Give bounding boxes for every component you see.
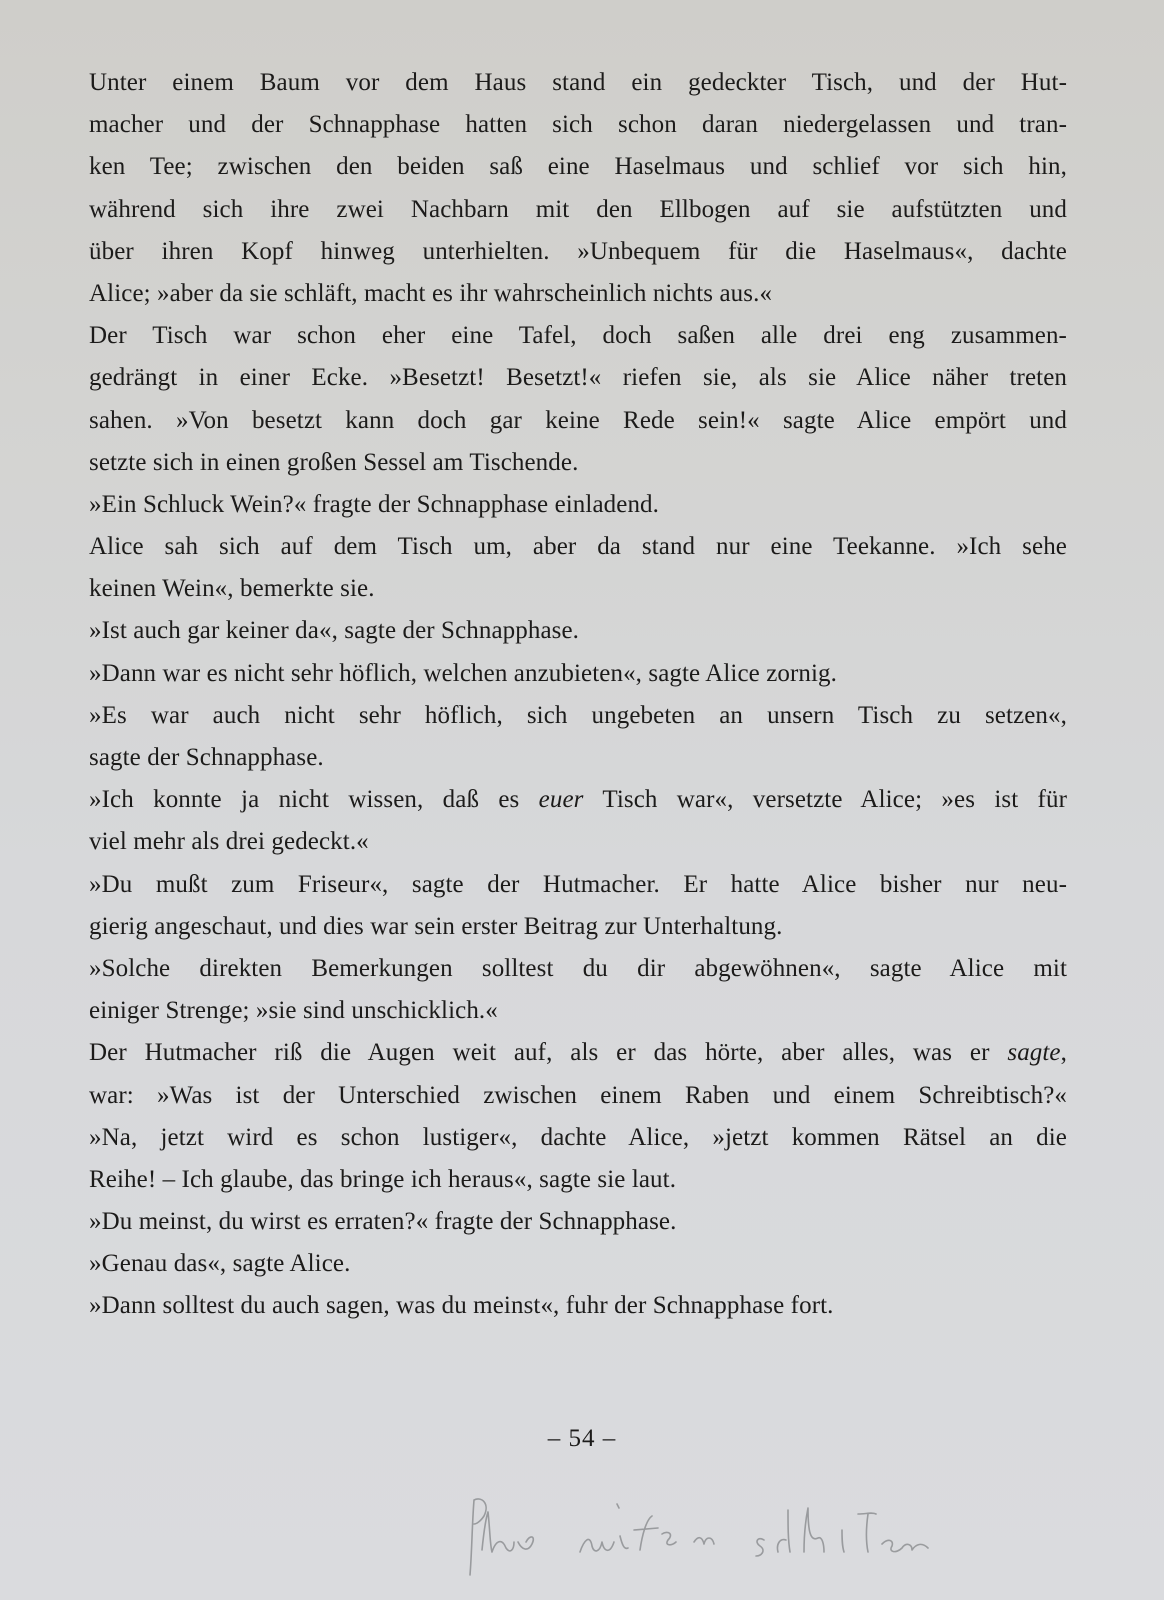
text-line: gedrängt in einer Ecke. »Besetzt! Besetzt!« riefen sie, als sie Alice näher treten <box>89 364 1067 392</box>
text-line: während sich ihre zwei Nachbarn mit den Ellbogen auf sie aufstützten und <box>89 195 1067 223</box>
text-line: »Dann solltest du auch sagen, was du meinst«, fuhr der Schnapphase fort. <box>89 1292 834 1320</box>
text-line: gierig angeschaut, und dies war sein erster Beitrag zur Unterhaltung. <box>89 912 783 940</box>
text-line: über ihren Kopf hinweg unterhielten. »Unbequem für die Haselmaus«, dachte <box>89 237 1067 265</box>
text-line: »Ist auch gar keiner da«, sagte der Schnapphase. <box>89 617 580 645</box>
text-line <box>89 779 1067 821</box>
text-segment: Der Hutmacher riß die Augen weit auf, als er das hörte, aber alles, was er <box>89 1039 1008 1067</box>
text-line <box>89 1032 1067 1074</box>
italic-emphasis: euer <box>538 786 584 814</box>
text-line: macher und der Schnapphase hatten sich schon daran niedergelassen und tran- <box>89 111 1067 139</box>
text-line: »Na, jetzt wird es schon lustiger«, dachte Alice, »jetzt kommen Rätsel an die <box>89 1123 1067 1151</box>
text-line: sagte der Schnapphase. <box>89 744 324 771</box>
text-line: Unter einem Baum vor dem Haus stand ein gedeckter Tisch, und der Hut- <box>89 69 1067 96</box>
text-segment: »Ich konnte ja nicht wissen, daß es <box>89 786 539 814</box>
handwritten-pencil-note <box>462 1490 1042 1580</box>
text-line: »Du mußt zum Friseur«, sagte der Hutmacher. Er hatte Alice bisher nur neu- <box>89 870 1067 898</box>
text-line: war: »Was ist der Unterschied zwischen einem Raben und einem Schreibtisch?« <box>89 1081 1067 1109</box>
text-line: Alice sah sich auf dem Tisch um, aber da stand nur eine Teekanne. »Ich sehe <box>89 533 1067 561</box>
text-line: Reihe! – Ich glaube, das bringe ich heraus«, sagte sie laut. <box>89 1165 677 1193</box>
text-line: ken Tee; zwischen den beiden saß eine Haselmaus und schlief vor sich hin, <box>89 153 1067 181</box>
page-number: – 54 – <box>547 1425 617 1452</box>
text-line: Alice; »aber da sie schläft, macht es ihr wahrscheinlich nichts aus.« <box>89 279 773 307</box>
text-line: Der Tisch war schon eher eine Tafel, doch saßen alle drei eng zusammen- <box>89 322 1067 350</box>
text-line: keinen Wein«, bemerkte sie. <box>89 575 375 603</box>
text-line: sahen. »Von besetzt kann doch gar keine Rede sein!« sagte Alice empört und <box>89 406 1067 434</box>
text-line: »Dann war es nicht sehr höflich, welchen anzubieten«, sagte Alice zornig. <box>89 659 838 687</box>
text-line: »Ein Schluck Wein?« fragte der Schnapphase einladend. <box>89 490 659 518</box>
body-text <box>89 62 1067 1328</box>
text-line: »Du meinst, du wirst es erraten?« fragte der Schnapphase. <box>89 1208 677 1236</box>
pencil-scribble-icon <box>462 1490 1042 1580</box>
text-line: »Genau das«, sagte Alice. <box>89 1250 351 1278</box>
text-segment: Tisch war«, versetzte Alice; »es ist für <box>583 786 1067 814</box>
text-line: setzte sich in einen großen Sessel am Tischende. <box>89 448 579 476</box>
text-line: »Es war auch nicht sehr höflich, sich ungebeten an unsern Tisch zu setzen«, <box>89 701 1067 729</box>
text-line: viel mehr als drei gedeckt.« <box>89 828 369 856</box>
text-line: einiger Strenge; »sie sind unschicklich.« <box>89 997 498 1025</box>
text-line: »Solche direkten Bemerkungen solltest du dir abgewöhnen«, sagte Alice mit <box>89 954 1067 982</box>
text-segment: , <box>1060 1039 1067 1067</box>
italic-emphasis: sagte <box>1007 1039 1061 1067</box>
